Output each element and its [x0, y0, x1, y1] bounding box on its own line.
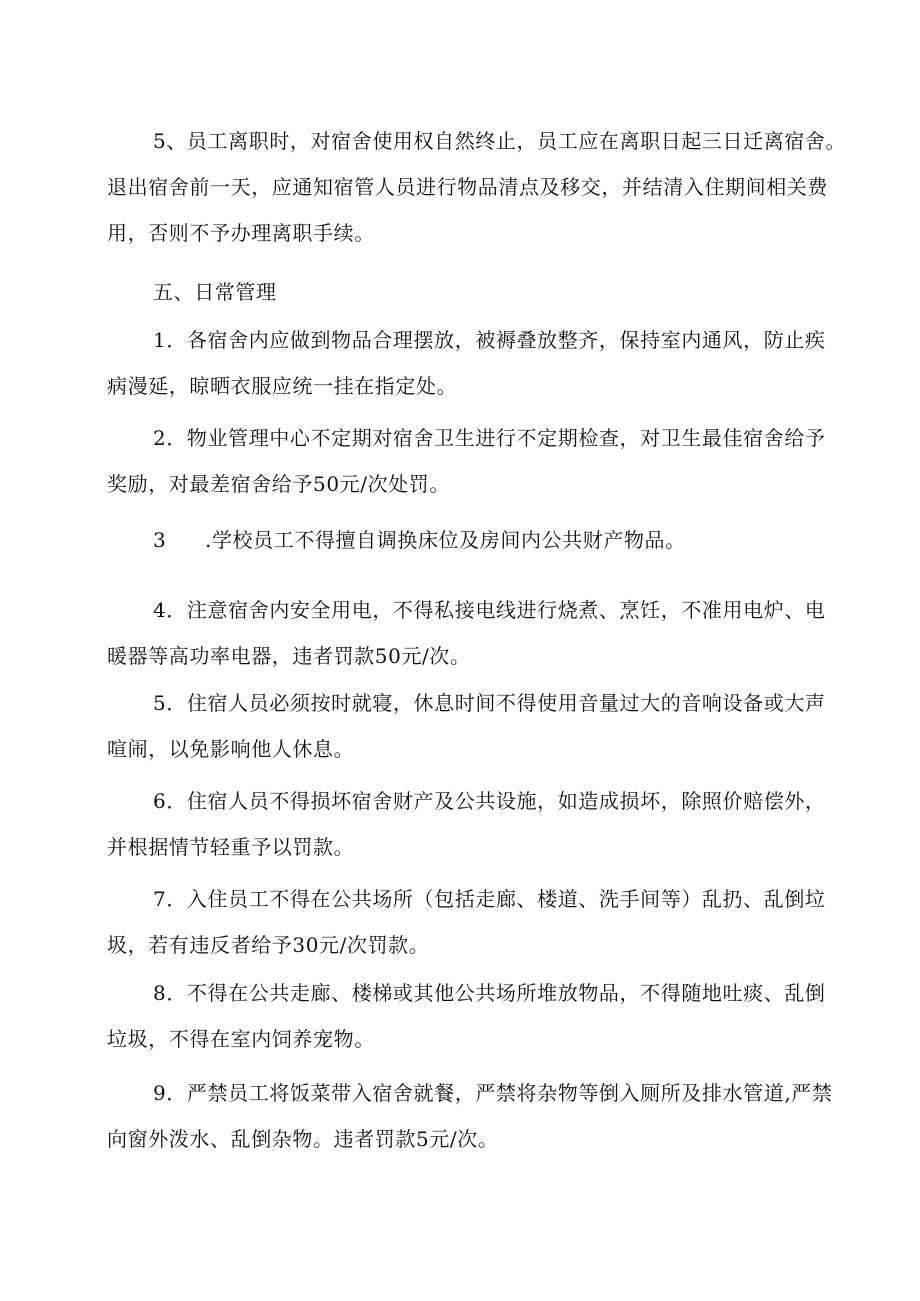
list-item-line: 向窗外泼水、乱倒杂物。违者罚款5元/次。: [107, 1127, 499, 1151]
paragraph-line: 5、员工离职时，对宿舍使用权自然终止，员工应在离职日起三日迁离宿舍。: [153, 129, 847, 153]
list-item-4: [107, 587, 826, 679]
list-item-7: [107, 876, 826, 968]
list-item-line: [107, 517, 823, 563]
paragraph-line: 退出宿舍前一天，应通知宿管人员进行物品清点及移交，并结清入住期间相关费: [107, 175, 828, 199]
list-item-line: 奖励，对最差宿舍给予50元/次处罚。: [107, 472, 450, 496]
list-item-9: [107, 1070, 833, 1162]
list-item-line: 8．不得在公共走廊、楼梯或其他公共场所堆放物品，不得随地吐痰、乱倒: [153, 981, 826, 1005]
list-item-line: 1．各宿舍内应做到物品合理摆放，被褥叠放整齐，保持室内通风，防止疾: [153, 328, 826, 352]
list-item-line: 5．住宿人员必须按时就寝，休息时间不得使用音量过大的音响设备或大声: [153, 691, 826, 715]
list-item-line: 垃圾，不得在室内饲养宠物。: [107, 1027, 375, 1051]
section-title-text: 五、日常管理: [153, 280, 277, 304]
list-item-line: 暖器等高功率电器，违者罚款50元/次。: [107, 644, 471, 668]
paragraph-resignation: [107, 118, 847, 256]
list-item-8: [107, 970, 826, 1062]
list-item-line: 病漫延，晾晒衣服应统一挂在指定处。: [107, 374, 458, 398]
list-item-line: 喧闹，以免影响他人休息。: [107, 737, 355, 761]
list-item-number: 3: [153, 528, 167, 552]
list-item-5: [107, 680, 826, 772]
list-item-line: 7．入住员工不得在公共场所（包括走廊、楼道、洗手间等）乱扔、乱倒垃: [153, 887, 826, 911]
list-item-6: [107, 778, 826, 870]
list-item-line: 9．严禁员工将饭菜带入宿舍就餐，严禁将杂物等倒入厕所及排水管道,严禁: [153, 1081, 833, 1105]
list-item-line: 6．住宿人员不得损坏宿舍财产及公共设施，如造成损坏，除照价赔偿外，: [153, 789, 826, 813]
section-title: [107, 269, 823, 315]
paragraph-line: 用，否则不予办理离职手续。: [107, 221, 375, 245]
list-item-2: [107, 415, 826, 507]
list-item-text: .学校员工不得擅自调换床位及房间内公共财产物品。: [205, 528, 686, 552]
list-item-line: 2．物业管理中心不定期对宿舍卫生进行不定期检查，对卫生最佳宿舍给予: [153, 426, 826, 450]
list-item-3: [107, 517, 823, 563]
list-item-line: 并根据情节轻重予以罚款。: [107, 835, 355, 859]
list-item-line: 4．注意宿舍内安全用电，不得私接电线进行烧煮、烹饪，不准用电炉、电: [153, 598, 826, 622]
list-item-line: 圾，若有违反者给予30元/次罚款。: [107, 933, 430, 957]
list-item-1: [107, 317, 826, 409]
